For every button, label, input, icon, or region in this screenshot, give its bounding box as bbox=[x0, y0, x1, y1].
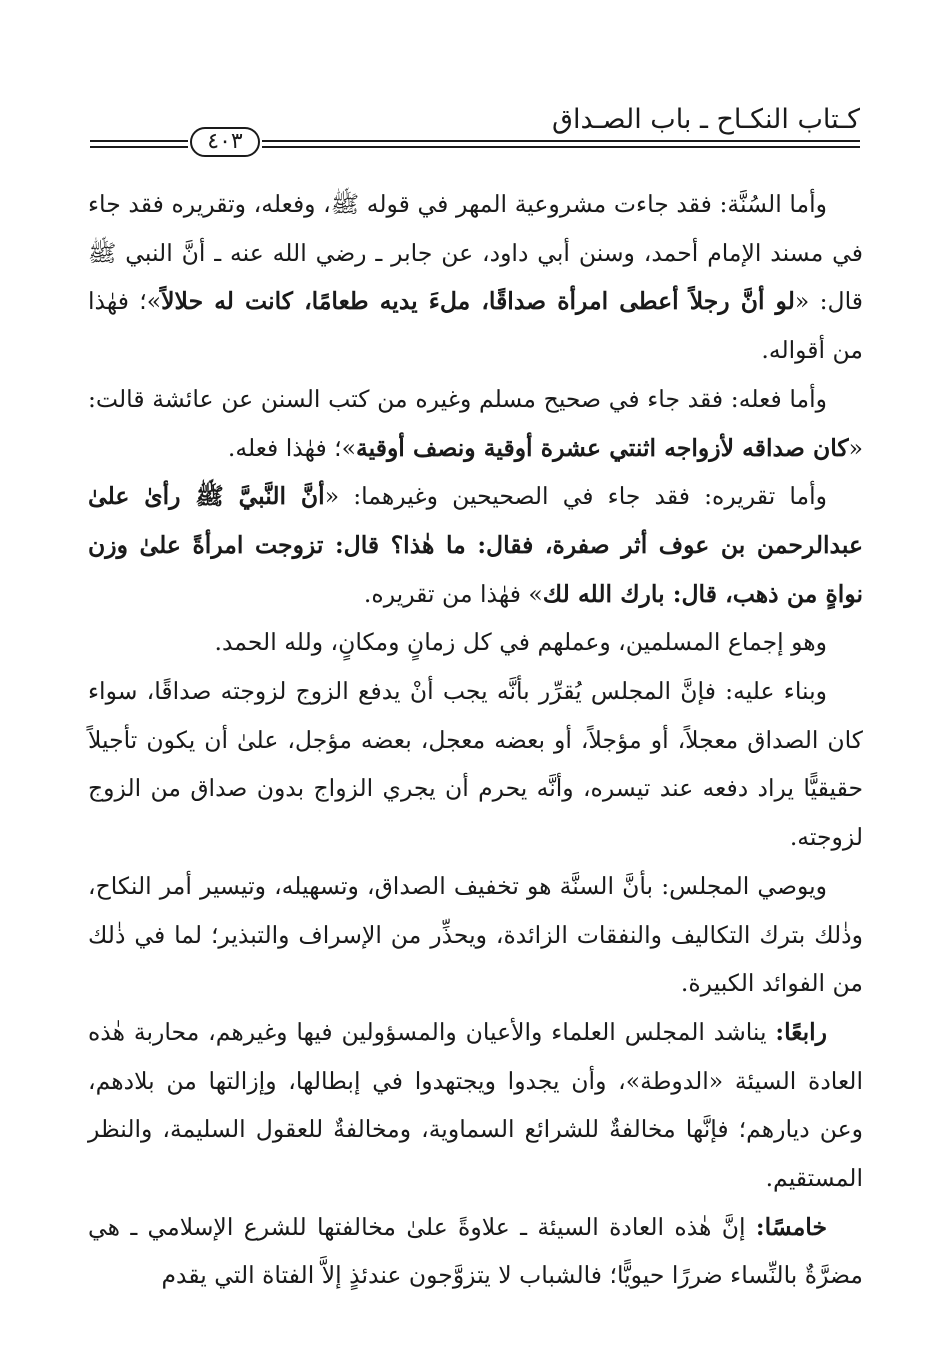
paragraph: خامسًا: إنَّ هٰذه العادة السيئة ـ علاوةً علىٰ مخالفتها للشرع الإسلامي ـ هي مضرَّةٌ بالنِّساء ضررًا حيويًّا؛ فالشباب لا يتزوَّجون عندئذٍ إلاَّ الفتاة التي يقدم bbox=[88, 1212, 863, 1290]
running-title: كـتاب النكـاح ـ باب الصـداق bbox=[552, 104, 860, 135]
paragraph: وبناء عليه: فإنَّ المجلس يُقرِّر بأنَّه يجب أنْ يدفع الزوج لزوجته صداقًا، سواء كان الصداق معجلاً، أو مؤجلاً، أو بعضه معجل، بعضه مؤجل، علىٰ أن يكون تأجيلاً حقيقيًّا يراد دفعه عند تيسره، وأنَّه يحرم أن يجري الزواج بدون صداق من الزوج لزوجته. bbox=[88, 677, 863, 852]
paragraph: وأما تقريره: فقد جاء في الصحيحين وغيرهما: «أنَّ النَّبيَّ ﷺ رأىٰ علىٰ عبدالرحمن بن عوف أثر صفرة، فقال: ما هٰذا؟ قال: تزوجت امرأةً علىٰ وزن نواةٍ من ذهب، قال: بارك الله لك» فهٰذا من تقريره. bbox=[88, 482, 863, 608]
section-lead: رابعًا: bbox=[775, 1017, 827, 1046]
body-text bbox=[88, 180, 863, 1300]
paragraph: وهو إجماع المسلمين، وعملهم في كل زمانٍ ومكانٍ، ولله الحمد. bbox=[214, 628, 827, 657]
header-rule bbox=[90, 140, 188, 142]
section-lead: خامسًا: bbox=[755, 1212, 827, 1241]
paragraph: ويوصي المجلس: بأنَّ السنَّة هو تخفيف الصداق، وتسهيله، وتيسير أمر النكاح، وذٰلك بترك التكاليف والنفقات الزائدة، ويحذِّر من الإسراف والتبذير؛ لما في ذٰلك من الفوائد الكبيرة. bbox=[88, 871, 863, 998]
header-rule bbox=[262, 140, 860, 142]
paragraph: وأما فعله: فقد جاء في صحيح مسلم وغيره من كتب السنن عن عائشة قالت: «كان صداقه لأزواجه اثنتي عشرة أوقية ونصف أوقية»؛ فهٰذا فعله. bbox=[88, 384, 863, 462]
paragraph: رابعًا: يناشد المجلس العلماء والأعيان والمسؤولين فيها وغيرهم، محاربة هٰذه العادة السيئة «الدوطة»، وأن يجدوا ويجتهدوا في إبطالها، وإزالتها من بلادهم، وعن ديارهم؛ فإنَّها مخالفةٌ للشرائع السماوية، ومخالفةٌ للعقول السليمة، والنظر المستقيم. bbox=[88, 1017, 863, 1193]
page-header bbox=[90, 100, 860, 160]
page-number: ٤٠٣ bbox=[190, 127, 260, 157]
header-rule bbox=[262, 146, 860, 148]
paragraph: وأما السُنَّة: فقد جاءت مشروعية المهر في قوله ﷺ، وفعله، وتقريره فقد جاء في مسند الإمام أحمد، وسنن أبي داود، عن جابر ـ رضي الله عنه ـ أنَّ النبي ﷺ قال: «لو أنَّ رجلاً أعطى امرأة صداقًا، ملءَ يديه طعامًا، كانت له حلالاً»؛ فهٰذا من أقواله. bbox=[88, 190, 864, 365]
header-rule bbox=[90, 146, 188, 148]
